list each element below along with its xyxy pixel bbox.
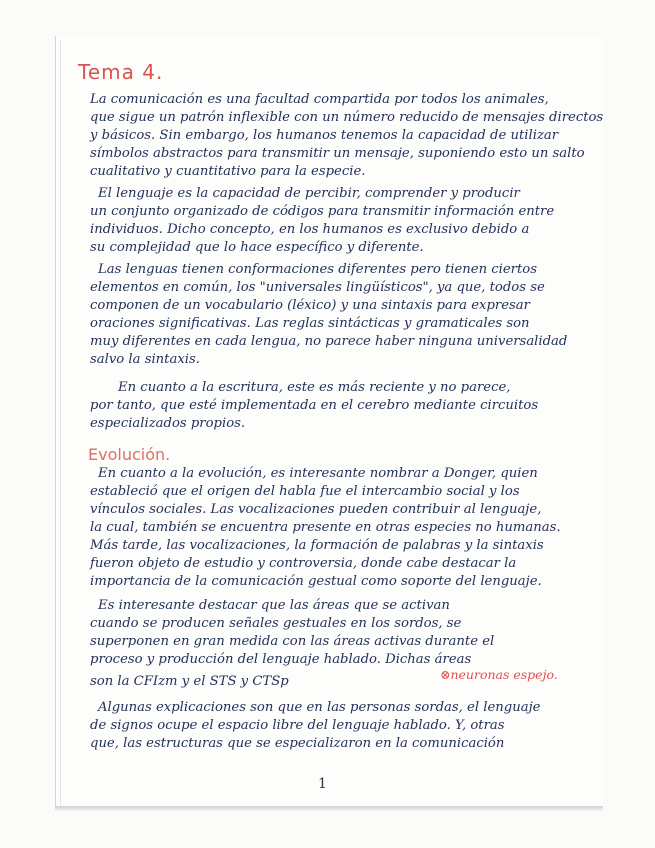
text-line: Es interesante destacar que las áreas que se activan [98, 598, 450, 613]
text-line: En cuanto a la evolución, es interesante nombrar a Donger, quien [98, 466, 538, 481]
page-title: Tema 4. [78, 60, 164, 84]
text-line: El lenguaje es la capacidad de percibir, comprender y producir [98, 186, 520, 201]
page-bottom-edge [55, 806, 603, 811]
text-line: un conjunto organizado de códigos para transmitir información entre [90, 204, 555, 219]
text-line: cualitativo y cuantitativo para la especie. [90, 164, 366, 179]
text-line: En cuanto a la escritura, este es más reciente y no parece, [118, 380, 511, 395]
text-line: elementos en común, los "universales lingüísticos", ya que, todos se [90, 280, 545, 295]
text-line: Algunas explicaciones son que en las personas sordas, el lenguaje [98, 700, 541, 715]
section-title: Evolución. [88, 445, 171, 464]
text-line: fueron objeto de estudio y controversia, donde cabe destacar la [90, 556, 517, 571]
text-line: su complejidad que lo hace específico y diferente. [90, 240, 424, 255]
text-line: estableció que el origen del habla fue el intercambio social y los [90, 484, 520, 499]
text-line: por tanto, que esté implementada en el cerebro mediante circuitos [90, 398, 539, 413]
text-line: componen de un vocabulario (léxico) y una sintaxis para expresar [90, 298, 530, 313]
text-line: La comunicación es una facultad compartida por todos los animales, [90, 92, 549, 107]
text-line: Más tarde, las vocalizaciones, la formación de palabras y la sintaxis [90, 538, 544, 553]
text-line: de signos ocupe el espacio libre del lenguaje hablado. Y, otras [90, 718, 505, 733]
page-number: 1 [318, 776, 327, 792]
margin-note: ⊗neuronas espejo. [440, 667, 558, 682]
text-line: muy diferentes en cada lengua, no parece haber ninguna universalidad [90, 334, 568, 349]
text-line: que sigue un patrón inflexible con un número reducido de mensajes directos [90, 110, 604, 125]
text-line: vínculos sociales. Las vocalizaciones pueden contribuir al lenguaje, [90, 502, 542, 517]
text-line: que, las estructuras que se especializaron en la comunicación [90, 736, 505, 751]
text-line: cuando se producen señales gestuales en los sordos, se [90, 616, 462, 631]
page-margin-line [60, 40, 61, 805]
text-line: salvo la sintaxis. [90, 352, 200, 367]
text-line: son la CFIzm y el STS y CTSp [90, 674, 289, 689]
text-line: superponen en gran medida con las áreas activas durante el [90, 634, 495, 649]
text-line: la cual, también se encuentra presente en otras especies no humanas. [90, 520, 561, 535]
text-line: oraciones significativas. Las reglas sintácticas y gramaticales son [90, 316, 530, 331]
text-line: proceso y producción del lenguaje hablado. Dichas áreas [90, 652, 472, 667]
text-line: especializados propios. [90, 416, 246, 431]
text-line: y básicos. Sin embargo, los humanos tenemos la capacidad de utilizar [90, 128, 559, 143]
text-line: Las lenguas tienen conformaciones diferentes pero tienen ciertos [98, 262, 537, 277]
text-line: importancia de la comunicación gestual como soporte del lenguaje. [90, 574, 542, 589]
text-line: símbolos abstractos para transmitir un mensaje, suponiendo esto un salto [90, 146, 585, 161]
text-line: individuos. Dicho concepto, en los humanos es exclusivo debido a [90, 222, 530, 237]
